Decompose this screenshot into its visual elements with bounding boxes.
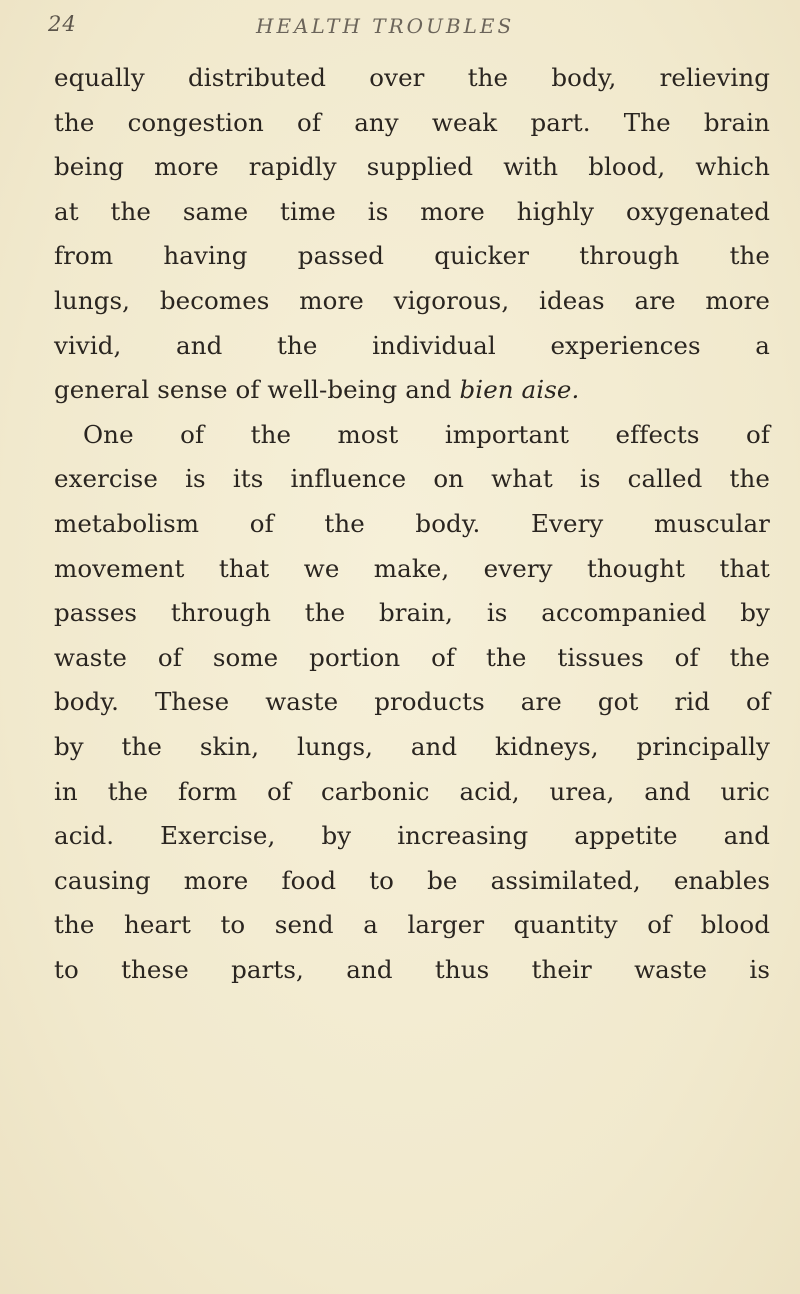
running-title: HEALTH TROUBLES xyxy=(256,14,515,38)
text-line: passes through the brain, is accompanied by xyxy=(54,598,770,628)
text-line: exercise is its influence on what is called the xyxy=(54,464,770,494)
text-line xyxy=(54,368,770,413)
text-line: metabolism of the body. Every muscular xyxy=(54,508,770,538)
text-line: movement that we make, every thought that xyxy=(54,553,770,583)
text-line: at the same time is more highly oxygenated xyxy=(54,196,770,226)
text-line: acid. Exercise, by increasing appetite and xyxy=(54,821,770,851)
text-line: One of the most important effects of xyxy=(83,419,770,449)
text-line: in the form of carbonic acid, urea, and uric xyxy=(54,776,770,806)
text-line: the heart to send a larger quantity of blood xyxy=(54,910,770,940)
text-line: by the skin, lungs, and kidneys, principally xyxy=(54,731,770,761)
page-number: 24 xyxy=(48,12,77,36)
text-line: body. These waste products are got rid of xyxy=(54,687,770,717)
text-line: waste of some portion of the tissues of the xyxy=(54,642,770,672)
text-line: the congestion of any weak part. The brain xyxy=(54,107,770,137)
text-line: lungs, becomes more vigorous, ideas are more xyxy=(54,285,770,315)
text-line: to these parts, and thus their waste is xyxy=(54,954,770,984)
italic-phrase: bien aise. xyxy=(459,375,580,405)
text-line: causing more food to be assimilated, enables xyxy=(54,865,770,895)
paragraph-1 xyxy=(54,56,770,413)
body-text xyxy=(54,56,770,992)
text-line: equally distributed over the body, relieving xyxy=(54,63,770,92)
paragraph-2 xyxy=(54,413,770,993)
running-head xyxy=(48,12,768,42)
text-line: vivid, and the individual experiences a xyxy=(54,330,770,360)
text-line: being more rapidly supplied with blood, which xyxy=(54,152,770,182)
text-line: from having passed quicker through the xyxy=(54,241,770,271)
text-line-prefix: general sense of well-being and xyxy=(54,375,460,405)
